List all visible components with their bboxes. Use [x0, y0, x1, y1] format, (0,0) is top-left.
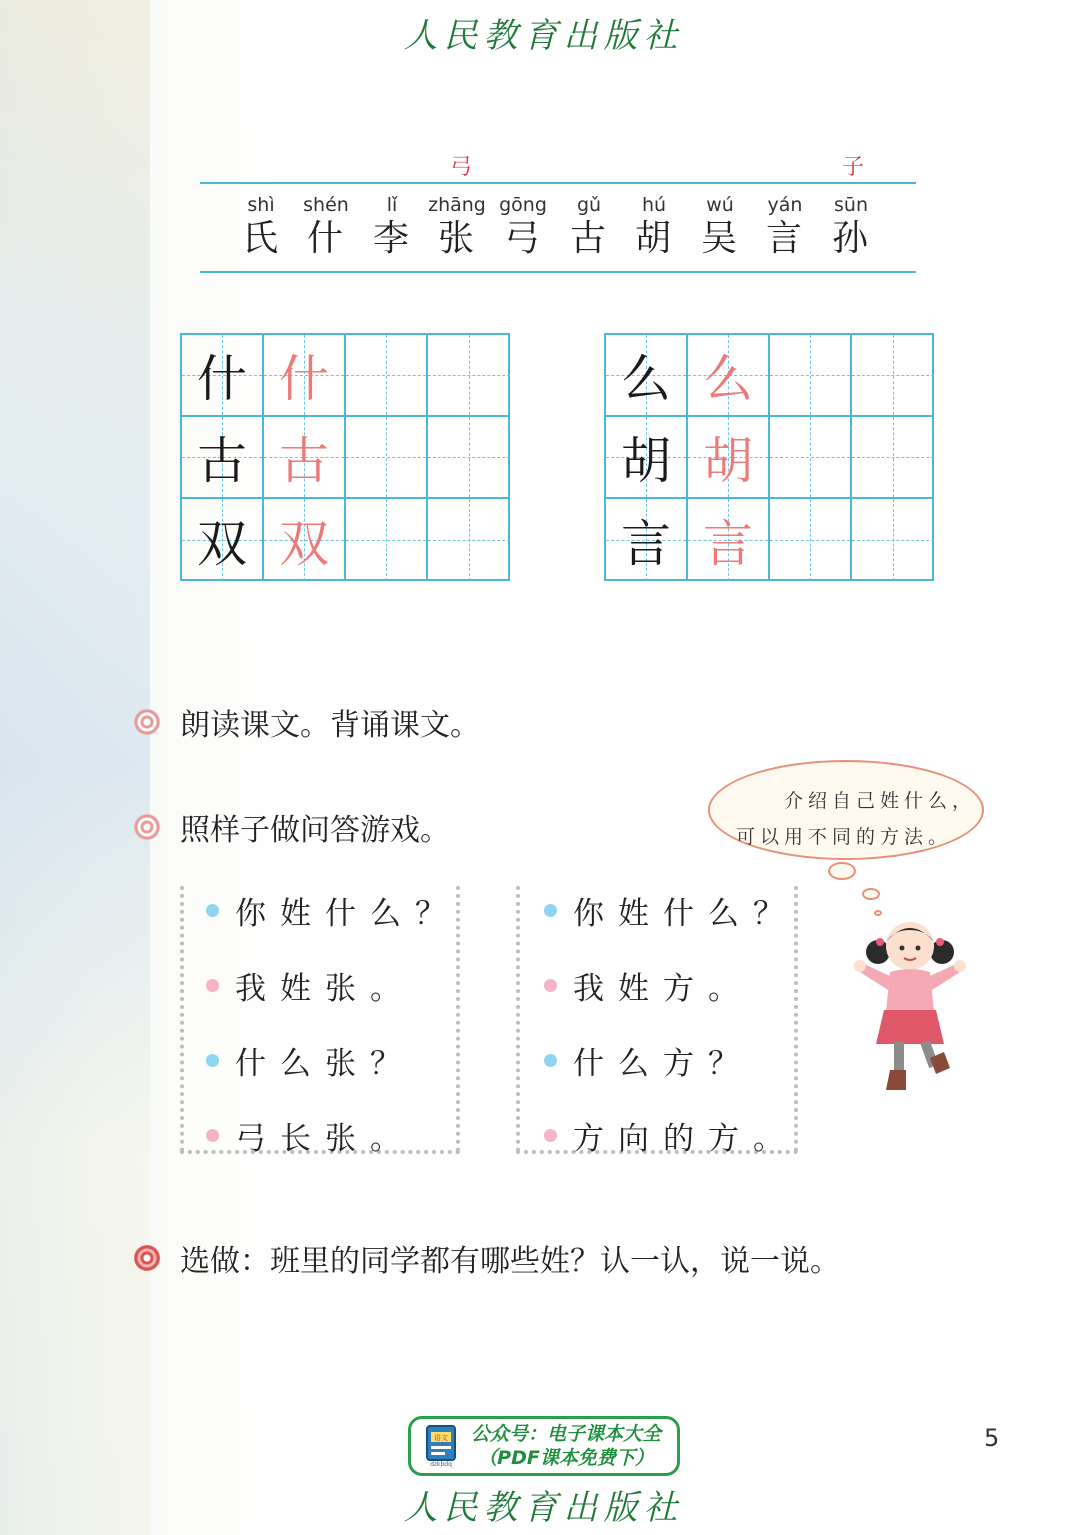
bullet-dot [206, 979, 219, 992]
hanzi: 吴 [700, 218, 739, 259]
char-item [556, 192, 622, 260]
practice-cell[interactable] [346, 417, 428, 499]
practice-cell[interactable] [770, 335, 852, 417]
bullet-dot [544, 979, 557, 992]
char-item [424, 192, 490, 260]
pinyin: shì [247, 194, 275, 216]
bubble-line: 介绍自己姓什么， [784, 790, 977, 812]
dialogue-text: 我姓张。 [235, 971, 415, 1007]
swirl-icon [134, 709, 160, 735]
dialogue-text: 方向的方。 [573, 1121, 798, 1157]
stroke-hint: 子 [842, 155, 865, 180]
bullet-dot [544, 1054, 557, 1067]
model-char: 胡 [621, 432, 671, 490]
char-item [359, 192, 425, 260]
model-char: 什 [197, 350, 247, 408]
publisher-footer: 人民教育出版社 [403, 1488, 684, 1528]
bubble-puff [874, 910, 882, 916]
bullet-dot [206, 1129, 219, 1142]
writing-grid-left [180, 333, 510, 581]
book-icon [425, 1424, 459, 1468]
pinyin: sūn [834, 194, 868, 216]
bubble-line: 可以用不同的方法。 [736, 826, 953, 848]
page-number: 5 [984, 1424, 1000, 1452]
trace-char: 双 [279, 515, 329, 573]
practice-cell[interactable] [346, 499, 428, 581]
practice-cell[interactable] [428, 417, 510, 499]
badge-icon-sub: dzkbdq [430, 1461, 452, 1468]
trace-char: 么 [703, 350, 753, 408]
badge-line: 公众号：电子课本大全 [471, 1423, 662, 1445]
model-char: 双 [197, 515, 247, 573]
dialogue-text: 弓长张。 [235, 1121, 415, 1157]
dialogue-line [206, 888, 460, 933]
practice-cell[interactable] [852, 417, 934, 499]
model-char: 古 [197, 432, 247, 490]
rule-bottom [200, 271, 916, 273]
task-qa-game [134, 805, 450, 849]
dialogue-line [206, 1113, 415, 1158]
dialogue-line [206, 963, 415, 1008]
dialogue-line [544, 963, 753, 1008]
char-item [752, 192, 818, 260]
task-optional [134, 1236, 840, 1280]
bullet-dot [206, 1054, 219, 1067]
char-item [228, 192, 294, 260]
trace-char: 什 [279, 350, 329, 408]
badge-text [471, 1422, 661, 1470]
char-item [687, 192, 753, 260]
pinyin: wú [706, 194, 734, 216]
publisher-header: 人民教育出版社 [403, 16, 684, 56]
wechat-badge[interactable] [408, 1416, 680, 1476]
pinyin: yán [767, 194, 803, 216]
task-text: 选做：班里的同学都有哪些姓？认一认，说一说。 [180, 1244, 840, 1279]
practice-cell[interactable] [346, 335, 428, 417]
swirl-icon [134, 1245, 160, 1271]
pinyin: gǔ [576, 194, 602, 216]
dotted-border [180, 886, 184, 1152]
stroke-hint: 弓 [450, 155, 473, 180]
task-text: 照样子做问答游戏。 [180, 813, 450, 848]
task-read-aloud [134, 700, 480, 744]
hanzi: 胡 [634, 218, 673, 259]
practice-cell[interactable] [852, 335, 934, 417]
dialogue-text: 你姓什么？ [235, 896, 460, 932]
dialogue-line [206, 1038, 415, 1083]
hanzi: 氏 [241, 218, 280, 259]
char-item [621, 192, 687, 260]
hanzi: 张 [437, 218, 476, 259]
background-wash [0, 0, 150, 1535]
practice-cell[interactable] [770, 417, 852, 499]
practice-cell[interactable] [852, 499, 934, 581]
pinyin: shén [303, 194, 349, 216]
char-item [490, 192, 556, 260]
girl-illustration [850, 918, 970, 1098]
hanzi: 古 [569, 218, 608, 259]
rule-top [200, 182, 916, 184]
practice-cell[interactable] [770, 499, 852, 581]
dotted-border [516, 886, 520, 1152]
practice-cell[interactable] [428, 499, 510, 581]
pinyin: lǐ [386, 194, 398, 216]
model-char: 言 [621, 515, 671, 573]
dialogue-text: 什么方？ [573, 1046, 753, 1082]
dialogue-text: 我姓方。 [573, 971, 753, 1007]
bullet-dot [544, 1129, 557, 1142]
trace-char: 古 [279, 432, 329, 490]
pinyin: zhāng [428, 194, 486, 216]
bullet-dot [544, 904, 557, 917]
pinyin: gōng [499, 194, 547, 216]
trace-char: 言 [703, 515, 753, 573]
task-text: 朗读课文。背诵课文。 [180, 708, 480, 743]
dialogue-text: 你姓什么？ [573, 896, 798, 932]
badge-icon-label: 语文 [434, 1434, 448, 1442]
hanzi: 李 [372, 218, 411, 259]
hanzi: 什 [306, 218, 345, 259]
bullet-dot [206, 904, 219, 917]
swirl-icon [134, 814, 160, 840]
hanzi: 孙 [831, 218, 870, 259]
dialogue-line [544, 1038, 753, 1083]
hanzi: 弓 [503, 218, 542, 259]
dialogue-line [544, 1113, 798, 1158]
bubble-puff [828, 862, 856, 880]
pinyin: hú [641, 194, 667, 216]
bubble-puff [862, 888, 880, 900]
writing-grid-right [604, 333, 934, 581]
model-char: 么 [621, 350, 671, 408]
hanzi: 言 [765, 218, 804, 259]
char-item [293, 192, 359, 260]
trace-char: 胡 [703, 432, 753, 490]
practice-cell[interactable] [428, 335, 510, 417]
dialogue-line [544, 888, 798, 933]
char-item [818, 192, 884, 260]
badge-line: （PDF课本免费下） [478, 1447, 654, 1469]
dialogue-text: 什么张？ [235, 1046, 415, 1082]
